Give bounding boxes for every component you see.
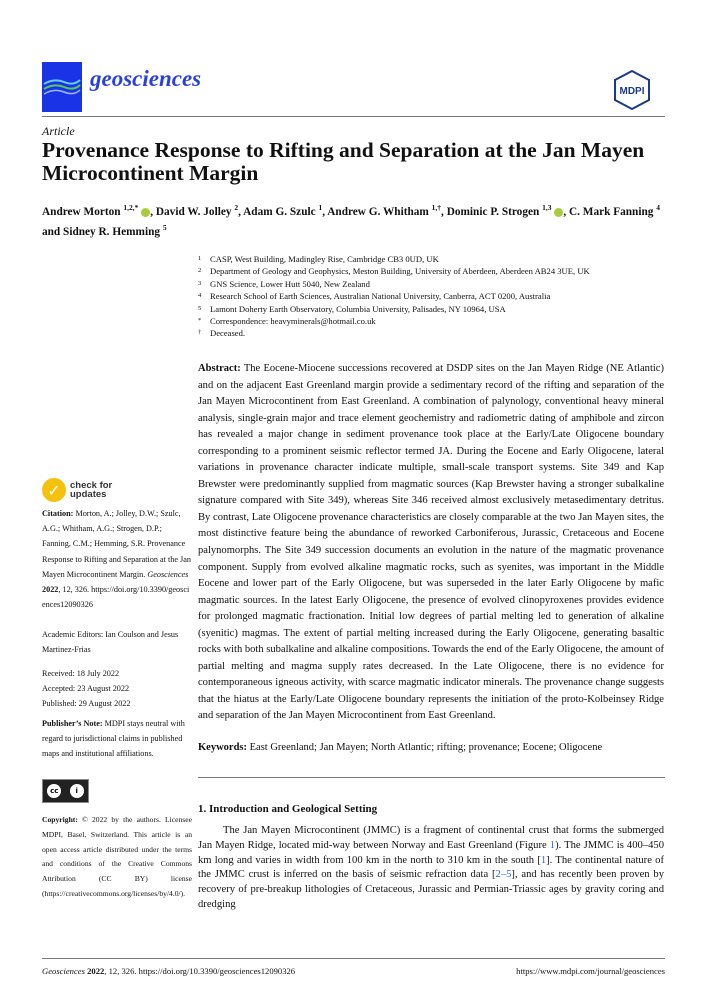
copyright-text: © 2022 by the authors. Licensee MDPI, Basel, Switzerland. This article is an open access article distributed under the terms and conditions of the Creative Commons Attribution (CC BY) license (https://creativecommons.org/licenses/by/4.0/). — [42, 815, 192, 898]
keywords — [198, 742, 664, 753]
check-line2: updates — [70, 489, 107, 500]
affiliation-text: Deceased. — [210, 328, 246, 339]
page-title: Provenance Response to Rifting and Separation at the Jan Mayen Microcontinent Margin — [42, 138, 645, 185]
header-divider — [42, 116, 665, 117]
orcid-icon[interactable] — [554, 208, 563, 217]
footer-citation — [42, 966, 295, 976]
abstract-text: The Eocene-Miocene successions recovered at DSDP sites on the Jan Mayen Ridge (NE Atlantic) and on the adjacent East Greenland margin provide a sedimentary record of the rifting and separation of the Jan Mayen Microcontinent from East Greenland. A combination of palynology, conventional heavy mineral analysis, single-grain major and trace element geochemistry and radiometric dating of amphibole and zircon has revealed a major change in sediment provenance took place at the Early/Late Oligocene boundary corresponding to a prominent seismic reflector termed JA. During the Eocene and Early Oligocene, lateral variations in provenance character indicate multiple, small-scale transport systems. Site 349 and Kap Brewster were predominantly supplied from magmatic sources (Kap Brewster having a stronger subalkaline signature compared with Site 349), whereas Site 346 received almost exclusively metasedimentary detritus. By contrast, Late Oligocene provenance characteristics are closely comparable at the two Jan Mayen sites, the most distinctive feature being the abundance of reworked Carboniferous, Jurassic, Cretaceous and Eocene palynomorphs. The Site 349 succession documents an evolution in the nature of the magmatic provenance component. Supply from evolved alkaline magmatic rocks, such as syenites, was important in the Middle Eocene and lower part of the Early Oligocene, but was superseded in the later Early Oligocene by mafic magmatic sources. In the latest Early Oligocene, the presence of evolved clinopyroxenes provides evidence for prolonged magmatic fractionation. Initial low degrees of partial melting led to generation of alkaline (syenitic) magmas. The extent of partial melting increased during the Early Oligocene, generating basaltic rocks with both subalkaline and alkaline compositions. Towards the end of the Early Oligocene, the amount of partial melting and magma supply rates decreased. In the Late Oligocene, there is no evidence for contemporaneous igneous activity, with scarce magmatic indicator minerals. The provenance change suggests that the hiatus at the Early/Late Oligocene boundary represents the initiation of the proto-Kolbeinsey Ridge and separation of the Jan Mayen Microcontinent from East Greenland. — [198, 363, 665, 722]
citation-journal: Geosciences — [147, 569, 189, 579]
keywords-label: Keywords: — [198, 742, 247, 753]
affiliation-key: † — [198, 329, 202, 337]
affiliation — [198, 278, 668, 290]
text: The Jan Mayen Microcontinent (JMMC) is a fragment of continental crust that forms the submerged Jan Mayen Ridge, located mid-way between Norway and East Greenland (Figure — [198, 825, 664, 851]
published-date: Published: 29 August 2022 — [42, 699, 131, 708]
author-affiliation-marker: 1 — [318, 203, 323, 212]
citation-label: Citation: — [42, 509, 74, 518]
affiliations — [198, 253, 668, 340]
affiliation-text: GNS Science, Lower Hutt 5040, New Zealand — [210, 278, 370, 289]
section-heading: 1. Introduction and Geological Setting — [198, 803, 378, 815]
citation-text: Morton, A.; Jolley, D.W.; Szulc, A.G.; Whitham, A.G.; Strogen, D.P.; Fanning, C.M.; Hemming, S.R. Provenance Response to Rifting and Separation at the Jan Mayen Microcontinent Margin. — [42, 509, 191, 579]
mdpi-logo — [613, 69, 651, 111]
author: C. Mark Fanning — [568, 205, 654, 218]
affiliation — [198, 253, 668, 265]
citation-doi-link[interactable]: , 12, 326. https://doi.org/10.3390/geosciences12090326 — [42, 585, 190, 610]
section-divider — [198, 777, 665, 778]
checkmark-icon: ✓ — [42, 478, 66, 502]
affiliation-key: 5 — [198, 304, 202, 312]
affiliation — [198, 327, 668, 339]
footer-doi-link[interactable]: , 12, 326. https://doi.org/10.3390/geosciences12090326 — [104, 966, 296, 976]
text: ], and has recently been proven by recovery of pre-breakup lithologies of Cretaceous, Jurassic and Permian-Triassic ages by gravity coring and dredging — [198, 869, 664, 910]
affiliation-text: Department of Geology and Geophysics, Meston Building, University of Aberdeen, Aberdeen AB24 3UE, UK — [210, 266, 590, 277]
affiliation-key: 4 — [198, 292, 202, 300]
affiliation-key: * — [198, 317, 202, 325]
journal-logo — [42, 62, 82, 112]
author-affiliation-marker: 2 — [234, 203, 239, 212]
footer-journal: Geosciences — [42, 966, 85, 976]
author-affiliation-marker: 4 — [656, 203, 660, 212]
ref-link[interactable]: 2–5 — [495, 869, 512, 881]
affiliation — [198, 290, 668, 302]
intro-paragraph — [198, 824, 664, 913]
citation — [42, 506, 192, 612]
affiliation — [198, 303, 668, 315]
article-type: Article — [42, 124, 75, 138]
author-affiliation-marker: 1,2,* — [123, 203, 139, 212]
footer-url[interactable]: https://www.mdpi.com/journal/geosciences — [516, 966, 665, 976]
footer-divider — [42, 958, 665, 959]
affiliation — [198, 265, 668, 277]
affiliation-key: 1 — [198, 255, 202, 262]
text: ]. The continental nature of the JMMC crust is inferred on the basis of seismic refraction data [ — [198, 854, 664, 881]
author-affiliation-marker: 1,3 — [542, 203, 552, 212]
author: Sidney R. Hemming — [63, 225, 161, 238]
author: Andrew G. Whitham — [327, 205, 429, 218]
author: David W. Jolley — [155, 205, 232, 218]
check-line1: check for — [70, 479, 113, 491]
author: Adam G. Szulc — [243, 205, 316, 218]
author: Dominic P. Strogen — [446, 205, 540, 218]
authors: Andrew Morton $^{1,2,*}$ , David W. Jolley $^2$, Adam G. Szulc $^1$, Andrew G. Whitham $^{1,\dagger}$, Dominic P. Strogen $^{1,3}$ , C. Mark Fanning $^4$ and Sidney R. Hemming $^5$ — [42, 203, 660, 238]
note-label: Publisher’s Note: — [42, 719, 103, 728]
author: Andrew Morton — [42, 205, 121, 218]
academic-editors: Academic Editors: Ian Coulson and Jesus Martinez-Frias — [42, 630, 179, 655]
keywords-text: East Greenland; Jan Mayen; North Atlantic; rifting; provenance; Eocene; Oligocene — [249, 742, 603, 753]
note-text: MDPI stays neutral with regard to jurisdictional claims in published maps and institutional affiliations. — [42, 719, 185, 759]
cc-by-license-icon[interactable]: cc i — [42, 779, 89, 803]
orcid-icon[interactable] — [141, 208, 150, 217]
check-for-updates-button[interactable] — [42, 478, 112, 502]
affiliation — [198, 315, 668, 327]
accepted-date: Accepted: 23 August 2022 — [42, 684, 130, 693]
affiliation-text: Research School of Earth Sciences, Australian National University, Canberra, ACT 0200, Australia — [210, 291, 551, 302]
copyright — [42, 813, 192, 902]
affiliation-text: CASP, West Building, Madingley Rise, Cambridge CB3 0UD, UK — [210, 254, 439, 264]
affiliation-text: Correspondence: heavyminerals@hotmail.co.uk — [210, 316, 376, 327]
received-date: Received: 18 July 2022 — [42, 669, 120, 678]
footer-year: 2022 — [87, 966, 105, 976]
citation-year: 2022 — [42, 585, 59, 595]
publishers-note — [42, 716, 192, 762]
affiliation-key: 3 — [198, 279, 202, 287]
copyright-label: Copyright: — [42, 815, 78, 824]
journal-name: geosciences — [90, 66, 202, 91]
ref-link[interactable]: 1 — [540, 854, 547, 866]
author-affiliation-marker: 1,† — [431, 203, 442, 212]
affiliation-key: 2 — [198, 267, 202, 275]
figure-link[interactable]: 1 — [549, 839, 556, 851]
svg-text:MDPI: MDPI — [619, 86, 645, 97]
author-affiliation-marker: 5 — [162, 222, 167, 232]
affiliation-text: Lamont Doherty Earth Observatory, Columbia University, Palisades, NY 10964, USA — [210, 303, 506, 314]
text: ). The JMMC is 400–450 km long and varies in width from 100 km in the north to 310 km in the south [ — [198, 839, 664, 866]
abstract — [198, 361, 664, 725]
abstract-label: Abstract: — [198, 363, 241, 374]
